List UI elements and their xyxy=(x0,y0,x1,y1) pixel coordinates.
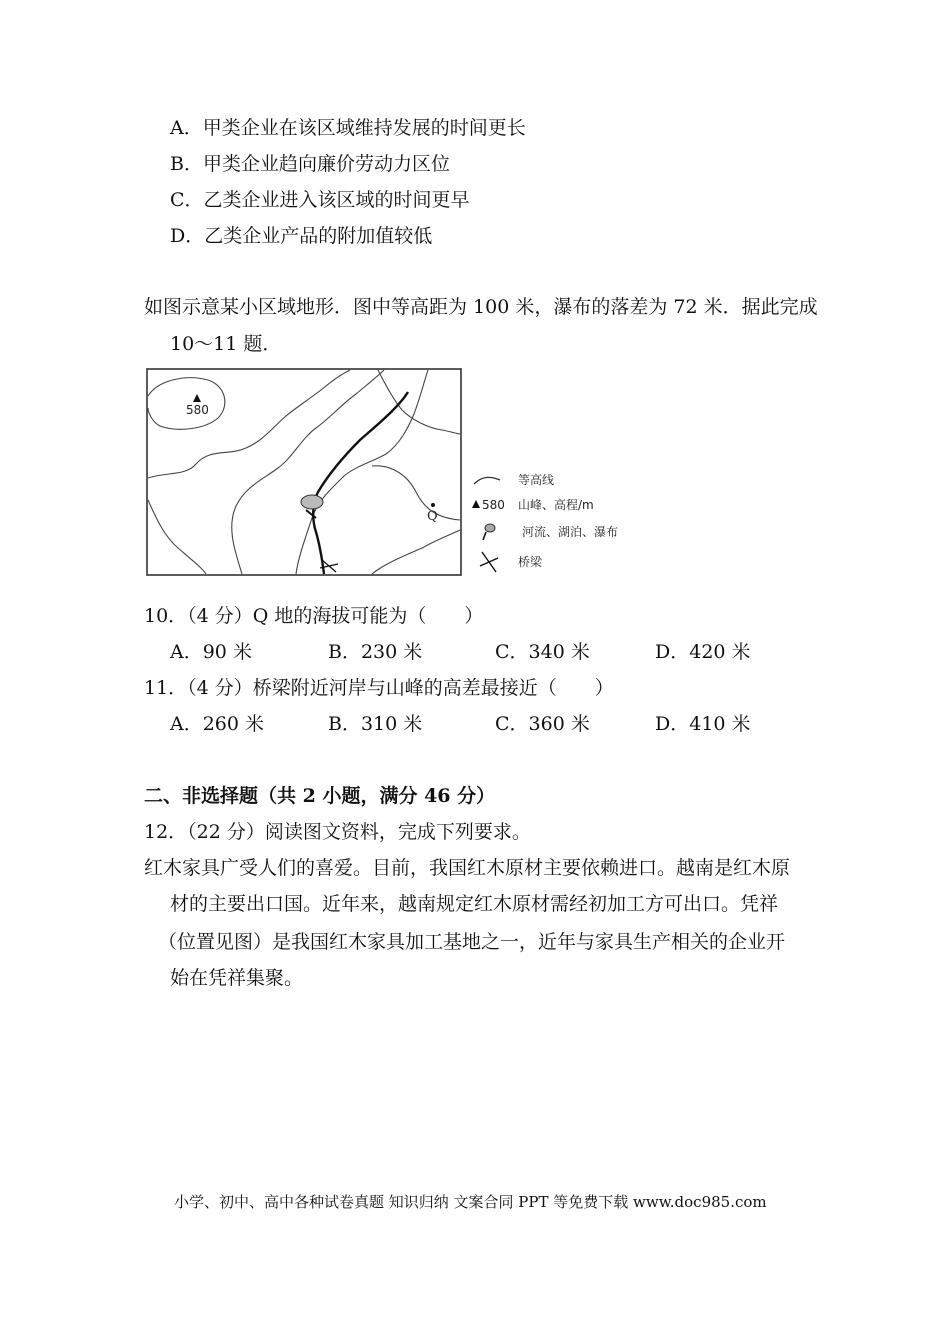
q10-option-b: B．230 米 xyxy=(328,641,423,663)
q9-option-a: A．甲类企业在该区域维持发展的时间更长 xyxy=(170,117,526,139)
q10-option-c: C．340 米 xyxy=(495,641,590,663)
contour-legend-icon xyxy=(474,477,500,484)
q9-option-d: D．乙类企业产品的附加值较低 xyxy=(170,225,433,247)
legend-water: 河流、湖泊、瀑布 xyxy=(522,525,619,539)
point-q-label: Q xyxy=(427,509,438,524)
q12-stem: 12．（22 分）阅读图文资料，完成下列要求。 xyxy=(144,821,531,843)
q11-option-b: B．310 米 xyxy=(328,713,423,735)
legend-peak-value: 580 xyxy=(482,498,505,512)
bridge-legend-icon xyxy=(480,552,498,572)
peak-legend-icon xyxy=(472,500,480,508)
q12-para-line-1: 红木家具广受人们的喜爱。目前，我国红木原材主要依赖进口。越南是红木原 xyxy=(144,857,791,879)
legend-contour: 等高线 xyxy=(518,473,555,487)
legend-peak: 山峰、高程/m xyxy=(518,498,594,512)
water-legend-icon xyxy=(485,524,495,532)
q11-option-c: C．360 米 xyxy=(495,713,590,735)
q9-option-c: C．乙类企业进入该区域的时间更早 xyxy=(170,189,470,211)
peak-label: 580 xyxy=(186,403,209,417)
contour-map xyxy=(146,368,462,576)
intro-line-1: 如图示意某小区域地形．图中等高距为 100 米，瀑布的落差为 72 米．据此完成 xyxy=(144,296,818,318)
q12-para-line-4: 始在凭祥集聚。 xyxy=(170,967,304,989)
point-q-icon xyxy=(431,503,435,507)
q12-para-line-3: （位置见图）是我国红木家具加工基地之一，近年与家具生产相关的企业开 xyxy=(158,931,786,953)
page-footer: 小学、初中、高中各种试卷真题 知识归纳 文案合同 PPT 等免费下载 www.doc985.com xyxy=(174,1193,767,1211)
q11-option-d: D．410 米 xyxy=(655,713,751,735)
intro-line-2: 10～11 题． xyxy=(170,333,282,355)
q10-stem: 10．（4 分）Q 地的海拔可能为（ ） xyxy=(144,605,484,627)
q12-para-line-2: 材的主要出口国。近年来，越南规定红木原材需经初加工方可出口。凭祥 xyxy=(170,893,779,915)
q11-option-a: A．260 米 xyxy=(170,713,265,735)
legend-bridge: 桥梁 xyxy=(518,555,543,569)
lake xyxy=(301,495,323,509)
q10-option-a: A．90 米 xyxy=(170,641,252,663)
q11-stem: 11．（4 分）桥梁附近河岸与山峰的高差最接近（ ） xyxy=(144,677,614,699)
map-legend xyxy=(466,468,656,578)
q9-option-b: B．甲类企业趋向廉价劳动力区位 xyxy=(170,153,450,175)
q10-option-d: D．420 米 xyxy=(655,641,751,663)
waterfall-legend-icon xyxy=(483,532,486,540)
section-2-title: 二、非选择题（共 2 小题，满分 46 分） xyxy=(144,785,496,807)
